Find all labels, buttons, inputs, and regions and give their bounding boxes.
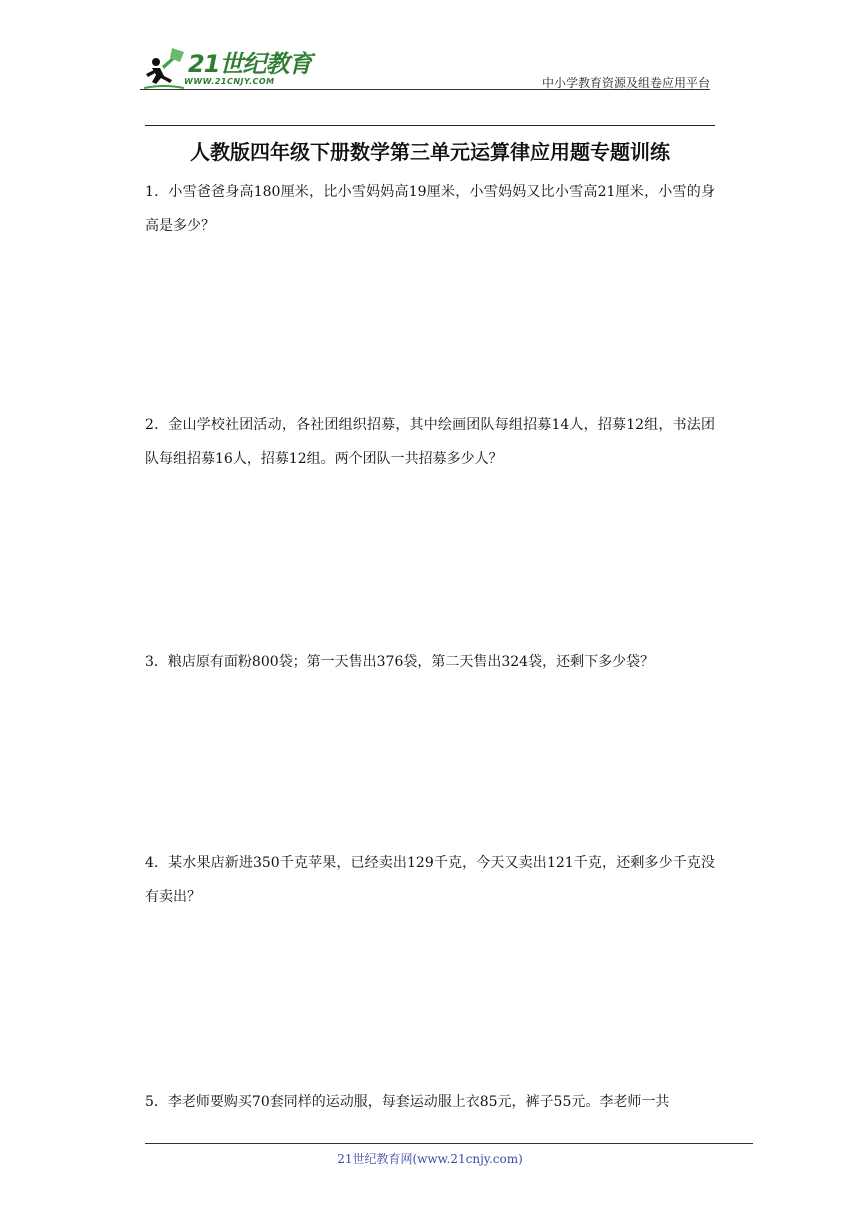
footer-divider <box>145 1143 753 1144</box>
question-4: 4．某水果店新进350千克苹果，已经卖出129千克，今天又卖出121千克，还剩多少千克没有卖出？ <box>145 855 715 905</box>
question-3: 3．粮店原有面粉800袋；第一天售出376袋，第二天售出324袋，还剩下多少袋？ <box>145 654 655 670</box>
logo-text: 21世纪教育 <box>188 50 312 78</box>
question-5: 5．李老师要购买70套同样的运动服，每套运动服上衣85元，裤子55元。李老师一共 <box>145 1094 670 1110</box>
page-title: 人教版四年级下册数学第三单元运算律应用题专题训练 <box>190 140 670 164</box>
question-2: 2．金山学校社团活动，各社团组织招募，其中绘画团队每组招募14人，招募12组，书法团队每组招募16人，招募12组。两个团队一共招募多少人？ <box>145 417 715 467</box>
site-logo <box>142 44 312 92</box>
question-1: 1．小雪爸爸身高180厘米，比小雪妈妈高19厘米，小雪妈妈又比小雪高21厘米，小雪的身高是多少？ <box>145 184 715 234</box>
header-divider <box>140 89 710 90</box>
runner-icon <box>142 44 186 92</box>
logo-url: WWW.21CNJY.COM <box>184 77 275 86</box>
platform-label: 中小学教育资源及组卷应用平台 <box>541 76 710 90</box>
footer-link[interactable]: 21世纪教育网(www.21cnjy.com) <box>337 1152 523 1166</box>
title-divider <box>145 125 715 126</box>
